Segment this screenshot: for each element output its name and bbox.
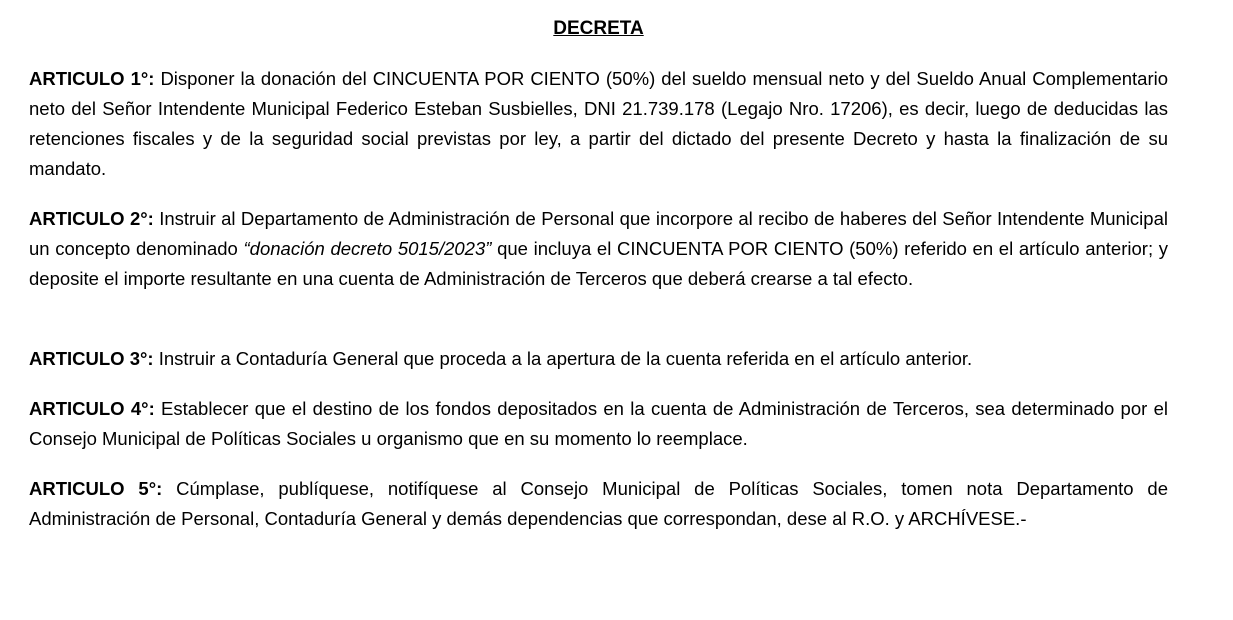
article-2-concept-name: “donación decreto 5015/2023” (243, 238, 492, 259)
article-5-label: ARTICULO 5°: (29, 478, 163, 499)
article-3-label: ARTICULO 3°: (29, 348, 154, 369)
article-3-text: Instruir a Contaduría General que proceda a la apertura de la cuenta referida en el artículo anterior. (153, 348, 973, 369)
article-5-text: Cúmplase, publíquese, notifíquese al Consejo Municipal de Políticas Sociales, tomen nota Departamento de Administración de Personal, Contaduría General y demás dependencias que correspondan, dese al R.O. y ARCHÍVESE.- (29, 478, 1168, 529)
article-4-text: Establecer que el destino de los fondos depositados en la cuenta de Administración de Terceros, sea determinado por el Consejo Municipal de Políticas Sociales u organismo que en su momento lo reemplace. (29, 398, 1169, 449)
article-4 (29, 394, 1168, 454)
article-2-text-after: que incluya el CINCUENTA POR CIENTO (50%) referido en el artículo anterior; y deposite el importe resultante en una cuenta de Administración de Terceros que deberá crearse a tal efecto. (29, 238, 1168, 289)
decree-heading: DECRETA (553, 18, 644, 39)
article-1 (29, 64, 1168, 184)
article-2-text-before: Instruir al Departamento de Administración de Personal que incorpore al recibo de haberes del Señor Intendente Municipal un concepto denominado (29, 208, 1168, 259)
article-1-label: ARTICULO 1°: (29, 68, 155, 89)
article-2 (29, 204, 1168, 294)
article-5 (29, 474, 1168, 534)
article-4-label: ARTICULO 4°: (29, 398, 155, 419)
article-2-label: ARTICULO 2°: (29, 208, 154, 229)
article-1-text: Disponer la donación del CINCUENTA POR CIENTO (50%) del sueldo mensual neto y del Sueldo Anual Complementario neto del Señor Intendente Municipal Federico Esteban Susbielles, DNI 21.739.178 (Legajo Nro. 17206), es decir, luego de deducidas las retenciones fiscales y de la seguridad social previstas por ley, a partir del dictado del presente Decreto y hasta la finalización de su mandato. (29, 68, 1169, 179)
article-3 (29, 344, 1168, 374)
